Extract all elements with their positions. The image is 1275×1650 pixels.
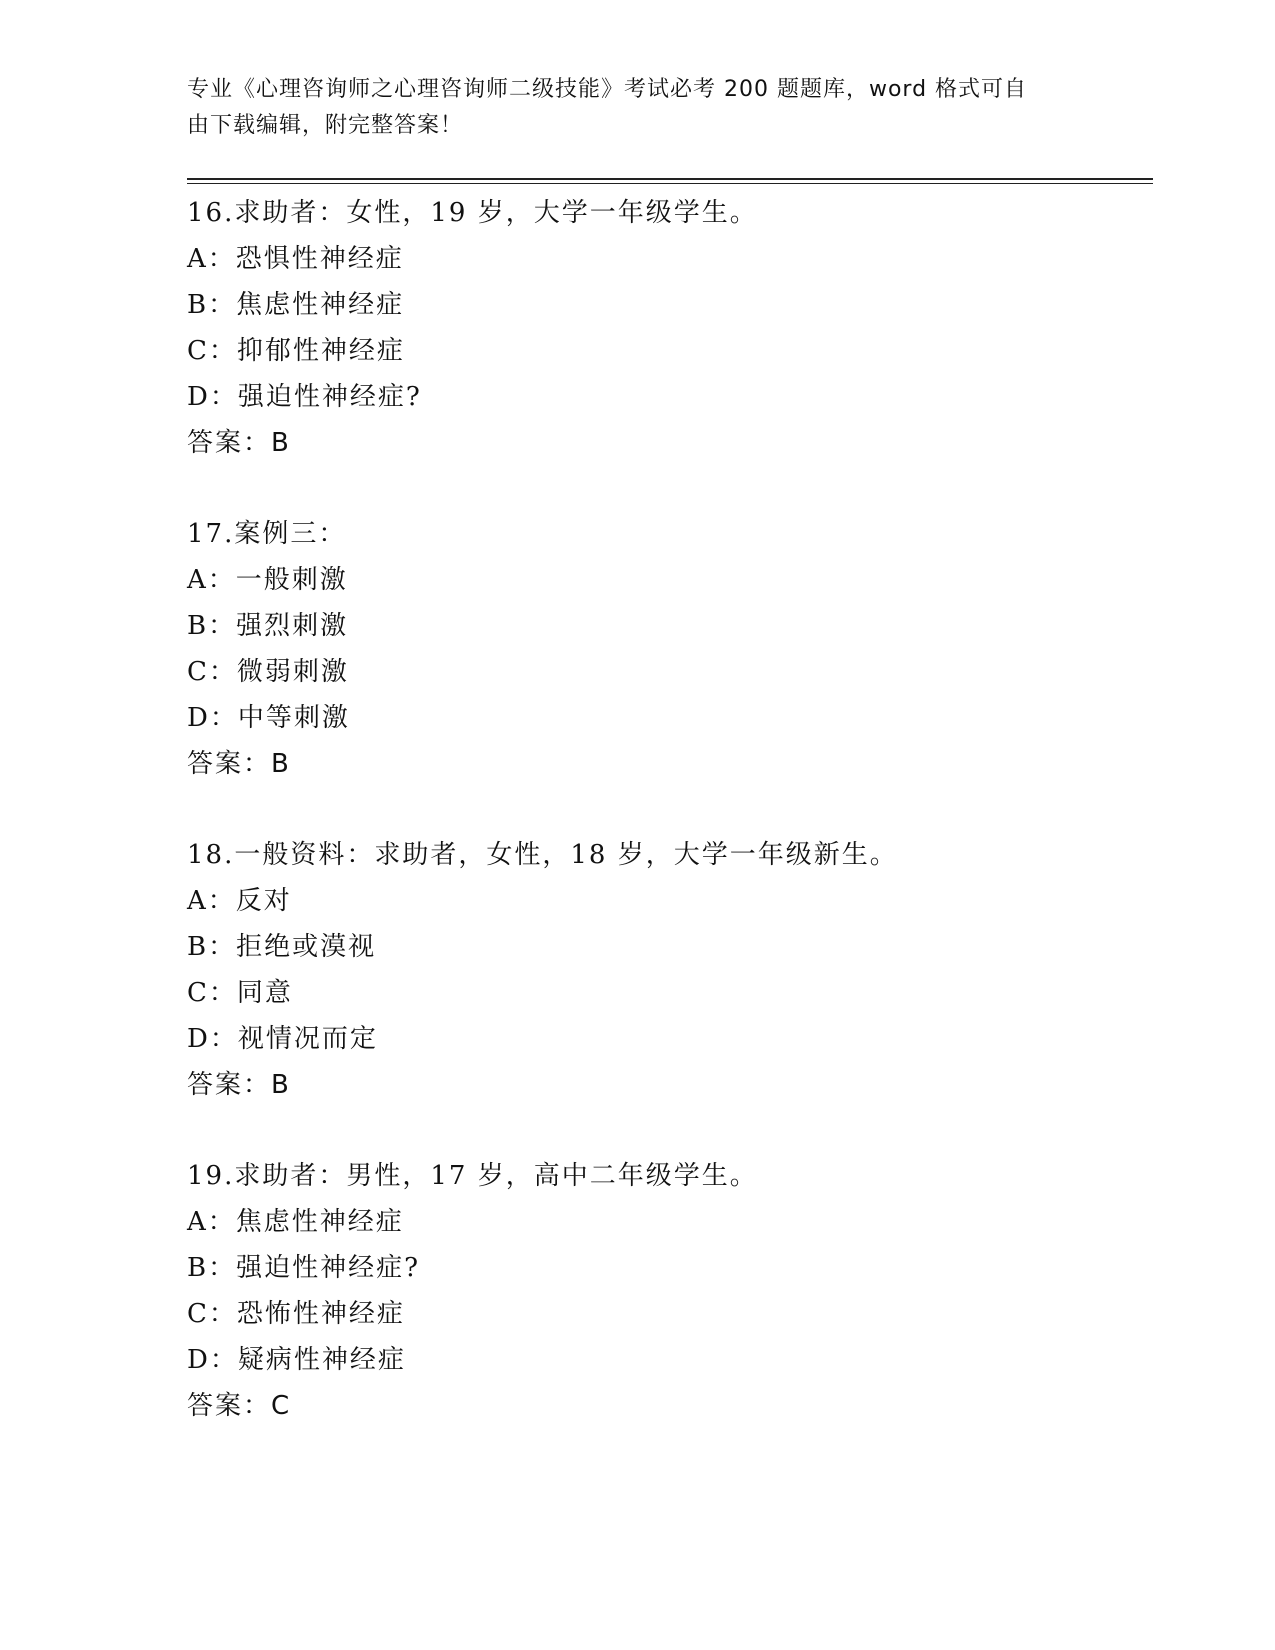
question-19 [187, 1153, 1137, 1429]
question-18 [187, 832, 1137, 1108]
question-stem: 18.一般资料：求助者，女性，18 岁，大学一年级新生。 [187, 840, 898, 870]
option-a: A：反对 [187, 886, 292, 916]
document-header [187, 72, 1087, 144]
option-a: A：一般刺激 [187, 565, 348, 595]
option-b: B：拒绝或漠视 [187, 932, 377, 962]
question-list [187, 190, 1137, 1474]
header-line-2: 由下载编辑，附完整答案！ [187, 113, 464, 138]
option-c: C：抑郁性神经症 [187, 336, 405, 366]
option-d: D：疑病性神经症 [187, 1345, 406, 1375]
question-stem: 16.求助者：女性，19 岁，大学一年级学生。 [187, 198, 758, 228]
header-divider [187, 178, 1153, 180]
option-c: C：微弱刺激 [187, 657, 349, 687]
question-16 [187, 190, 1137, 466]
question-stem: 17.案例三： [187, 519, 347, 549]
answer-line: 答案：B [187, 428, 291, 458]
option-c: C：同意 [187, 978, 293, 1008]
option-a: A：焦虑性神经症 [187, 1207, 404, 1237]
answer-line: 答案：C [187, 1391, 292, 1421]
option-d: D：视情况而定 [187, 1024, 378, 1054]
answer-line: 答案：B [187, 749, 291, 779]
option-b: B：焦虑性神经症 [187, 290, 405, 320]
option-d: D：强迫性神经症? [187, 382, 422, 412]
question-stem: 19.求助者：男性，17 岁，高中二年级学生。 [187, 1161, 758, 1191]
option-c: C：恐怖性神经症 [187, 1299, 405, 1329]
question-17 [187, 511, 1137, 787]
header-line-1: 专业《心理咨询师之心理咨询师二级技能》考试必考 200 题题库，word 格式可自 [187, 77, 1028, 102]
option-d: D：中等刺激 [187, 703, 350, 733]
option-b: B：强迫性神经症? [187, 1253, 421, 1283]
answer-line: 答案：B [187, 1070, 291, 1100]
option-a: A：恐惧性神经症 [187, 244, 404, 274]
header-divider-thin [187, 183, 1153, 184]
option-b: B：强烈刺激 [187, 611, 349, 641]
